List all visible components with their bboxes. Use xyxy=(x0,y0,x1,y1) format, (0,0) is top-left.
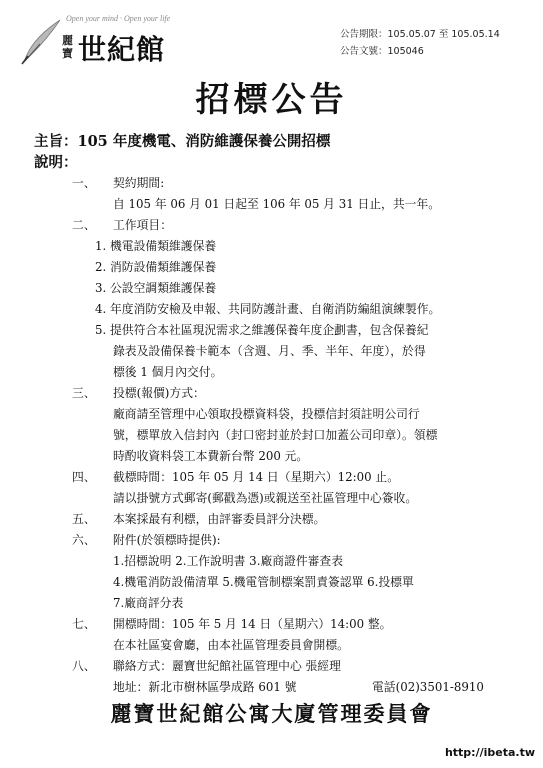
section-number: 六、 xyxy=(72,533,96,547)
section-heading: 聯絡方式：麗寶世紀館社區管理中心 張經理 xyxy=(113,659,341,673)
section-heading: 契約期間: xyxy=(113,176,165,190)
page-title: 招標公告 xyxy=(195,80,348,120)
section-heading: 投標(報價)方式： xyxy=(113,386,205,400)
notice-period: 公告期限：105.05.07 至 105.05.14 xyxy=(340,29,500,40)
section-number: 四、 xyxy=(72,470,96,484)
section-3-line: 號，標單放入信封內（封口密封並於封口加蓋公司印章）。領標 xyxy=(113,428,438,442)
committee-signature: 麗寶世紀館公寓大廈管理委員會 xyxy=(110,701,433,726)
section-number: 七、 xyxy=(72,617,96,631)
notice-info xyxy=(340,26,500,60)
section-heading: 附件(於領標時提供): xyxy=(113,533,221,547)
attachment-list-line: 4.機電消防設備清單 5.機電管制標案罰責簽認單 6.投標單 xyxy=(113,575,414,589)
section-3-line: 廠商請至管理中心領取投標資料袋，投標信封須註明公司行 xyxy=(113,407,420,421)
notice-doc-number: 公告文號：105046 xyxy=(340,46,424,57)
section-1-line: 自 105 年 06 月 01 日起至 106 年 05 月 31 日止，共一年。 xyxy=(113,197,441,211)
contact-address: 地址：新北市樹林區學成路 601 號 xyxy=(113,680,297,694)
section-number: 八、 xyxy=(72,659,96,673)
section-heading: 本案採最有利標，由評審委員評分決標。 xyxy=(113,512,326,526)
section-number: 二、 xyxy=(72,218,96,232)
work-item: 2. 消防設備類維護保養 xyxy=(95,260,217,274)
section-number: 一、 xyxy=(72,176,96,190)
work-item-continued: 錄表及設備保養卡範本（含週、月、季、半年、年度），於得 xyxy=(113,344,426,358)
attachment-list-line: 7.廠商評分表 xyxy=(113,596,184,610)
work-item-continued: 標後 1 個月內交付。 xyxy=(113,365,223,379)
section-7-line: 在本社區宴會廳，由本社區管理委員會開標。 xyxy=(113,638,349,652)
section-heading: 截標時間：105 年 05 月 14 日（星期六）12:00 止。 xyxy=(113,470,399,484)
logo-tagline: Open your mind · Open your life xyxy=(66,14,171,23)
work-item: 5. 提供符合本社區現況需求之維護保養年度企劃書，包含保養紀 xyxy=(95,323,429,337)
quill-pen-icon xyxy=(18,16,64,66)
section-heading: 開標時間：105 年 5 月 14 日（星期六）14:00 整。 xyxy=(113,617,392,631)
section-3-line: 時酌收資料袋工本費新台幣 200 元。 xyxy=(113,449,309,463)
section-4-line: 請以掛號方式郵寄(郵戳為憑)或親送至社區管理中心簽收。 xyxy=(113,491,418,505)
subject-line: 主旨：105 年度機電、消防維護保養公開招標 xyxy=(34,133,331,150)
explanation-label: 說明： xyxy=(34,154,78,171)
contact-phone: 電話(02)3501-8910 xyxy=(372,680,484,694)
logo xyxy=(18,10,218,70)
section-heading: 工作項目： xyxy=(113,218,172,232)
logo-name: 世紀館 xyxy=(78,33,166,66)
watermark-url: http://ibeta.tw xyxy=(444,746,535,759)
attachment-list-line: 1.招標說明 2.工作說明書 3.廠商證件審查表 xyxy=(113,554,344,568)
section-number: 三、 xyxy=(72,386,96,400)
logo-small-text: 麗寶 xyxy=(62,34,73,60)
section-number: 五、 xyxy=(72,512,96,526)
work-item: 3. 公設空調類維護保養 xyxy=(95,281,217,295)
work-item: 1. 機電設備類維護保養 xyxy=(95,239,217,253)
work-item: 4. 年度消防安檢及申報、共同防護計畫、自衛消防編組演練製作。 xyxy=(95,302,441,316)
